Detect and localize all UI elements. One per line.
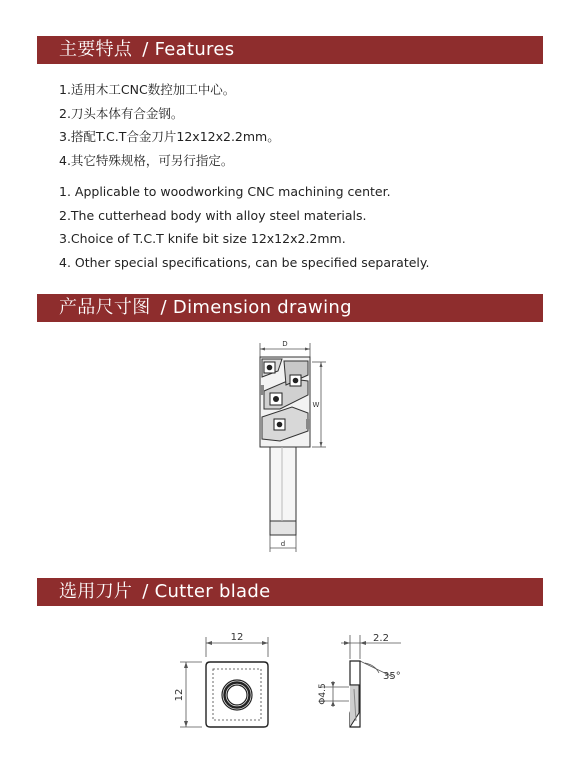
feature-item-cn: 3.搭配T.C.T合金刀片12x12x2.2mm。 — [59, 129, 280, 144]
blade-title-cn: 选用刀片 — [59, 581, 133, 602]
blade-side-svg — [313, 625, 408, 741]
blade-title-en: Cutter blade — [154, 581, 271, 602]
blade-section-header — [37, 578, 543, 606]
blade-angle-label: 35° — [383, 671, 401, 682]
blade-thickness-label: 2.2 — [373, 633, 389, 644]
features-title-separator: / — [142, 39, 149, 60]
label-shank-diameter: d — [280, 540, 286, 548]
cutter-dimension-drawing — [240, 335, 340, 557]
feature-item-en: 4. Other special specifications, can be specified separately. — [59, 255, 430, 271]
blade-front-svg — [170, 625, 280, 741]
feature-item-cn: 2.刀头本体有合金钢。 — [59, 105, 184, 121]
feature-item-en: 1. Applicable to woodworking CNC machining center. — [59, 184, 391, 199]
blade-hole-label: Φ4.5 — [318, 683, 328, 705]
blade-height-label: 12 — [174, 688, 185, 702]
blade-side-view-drawing — [313, 625, 408, 741]
features-list-cn — [59, 78, 280, 172]
dimension-section-header — [37, 294, 543, 322]
features-title-en: Features — [154, 39, 235, 60]
label-diameter: D — [282, 340, 288, 348]
blade-width-label: 12 — [230, 632, 244, 643]
features-title-cn: 主要特点 — [59, 39, 133, 60]
blade-front-view-drawing — [170, 625, 280, 741]
dimension-title-en: Dimension drawing — [172, 297, 352, 318]
blade-title-separator: / — [142, 581, 149, 602]
feature-item-en: 3.Choice of T.C.T knife bit size 12x12x2.2mm. — [59, 231, 346, 247]
feature-item-cn: 4.其它特殊规格，可另行指定。 — [59, 152, 234, 168]
cutter-drawing-svg — [240, 335, 340, 557]
dimension-title-cn: 产品尺寸图 — [59, 297, 151, 318]
feature-item-en: 2.The cutterhead body with alloy steel materials. — [59, 207, 367, 223]
feature-item-cn: 1.适用木工CNC数控加工中心。 — [59, 82, 236, 97]
features-list-en — [59, 180, 429, 275]
features-section-header — [37, 36, 543, 64]
dimension-title-separator: / — [160, 297, 167, 318]
label-width: W — [312, 401, 320, 409]
